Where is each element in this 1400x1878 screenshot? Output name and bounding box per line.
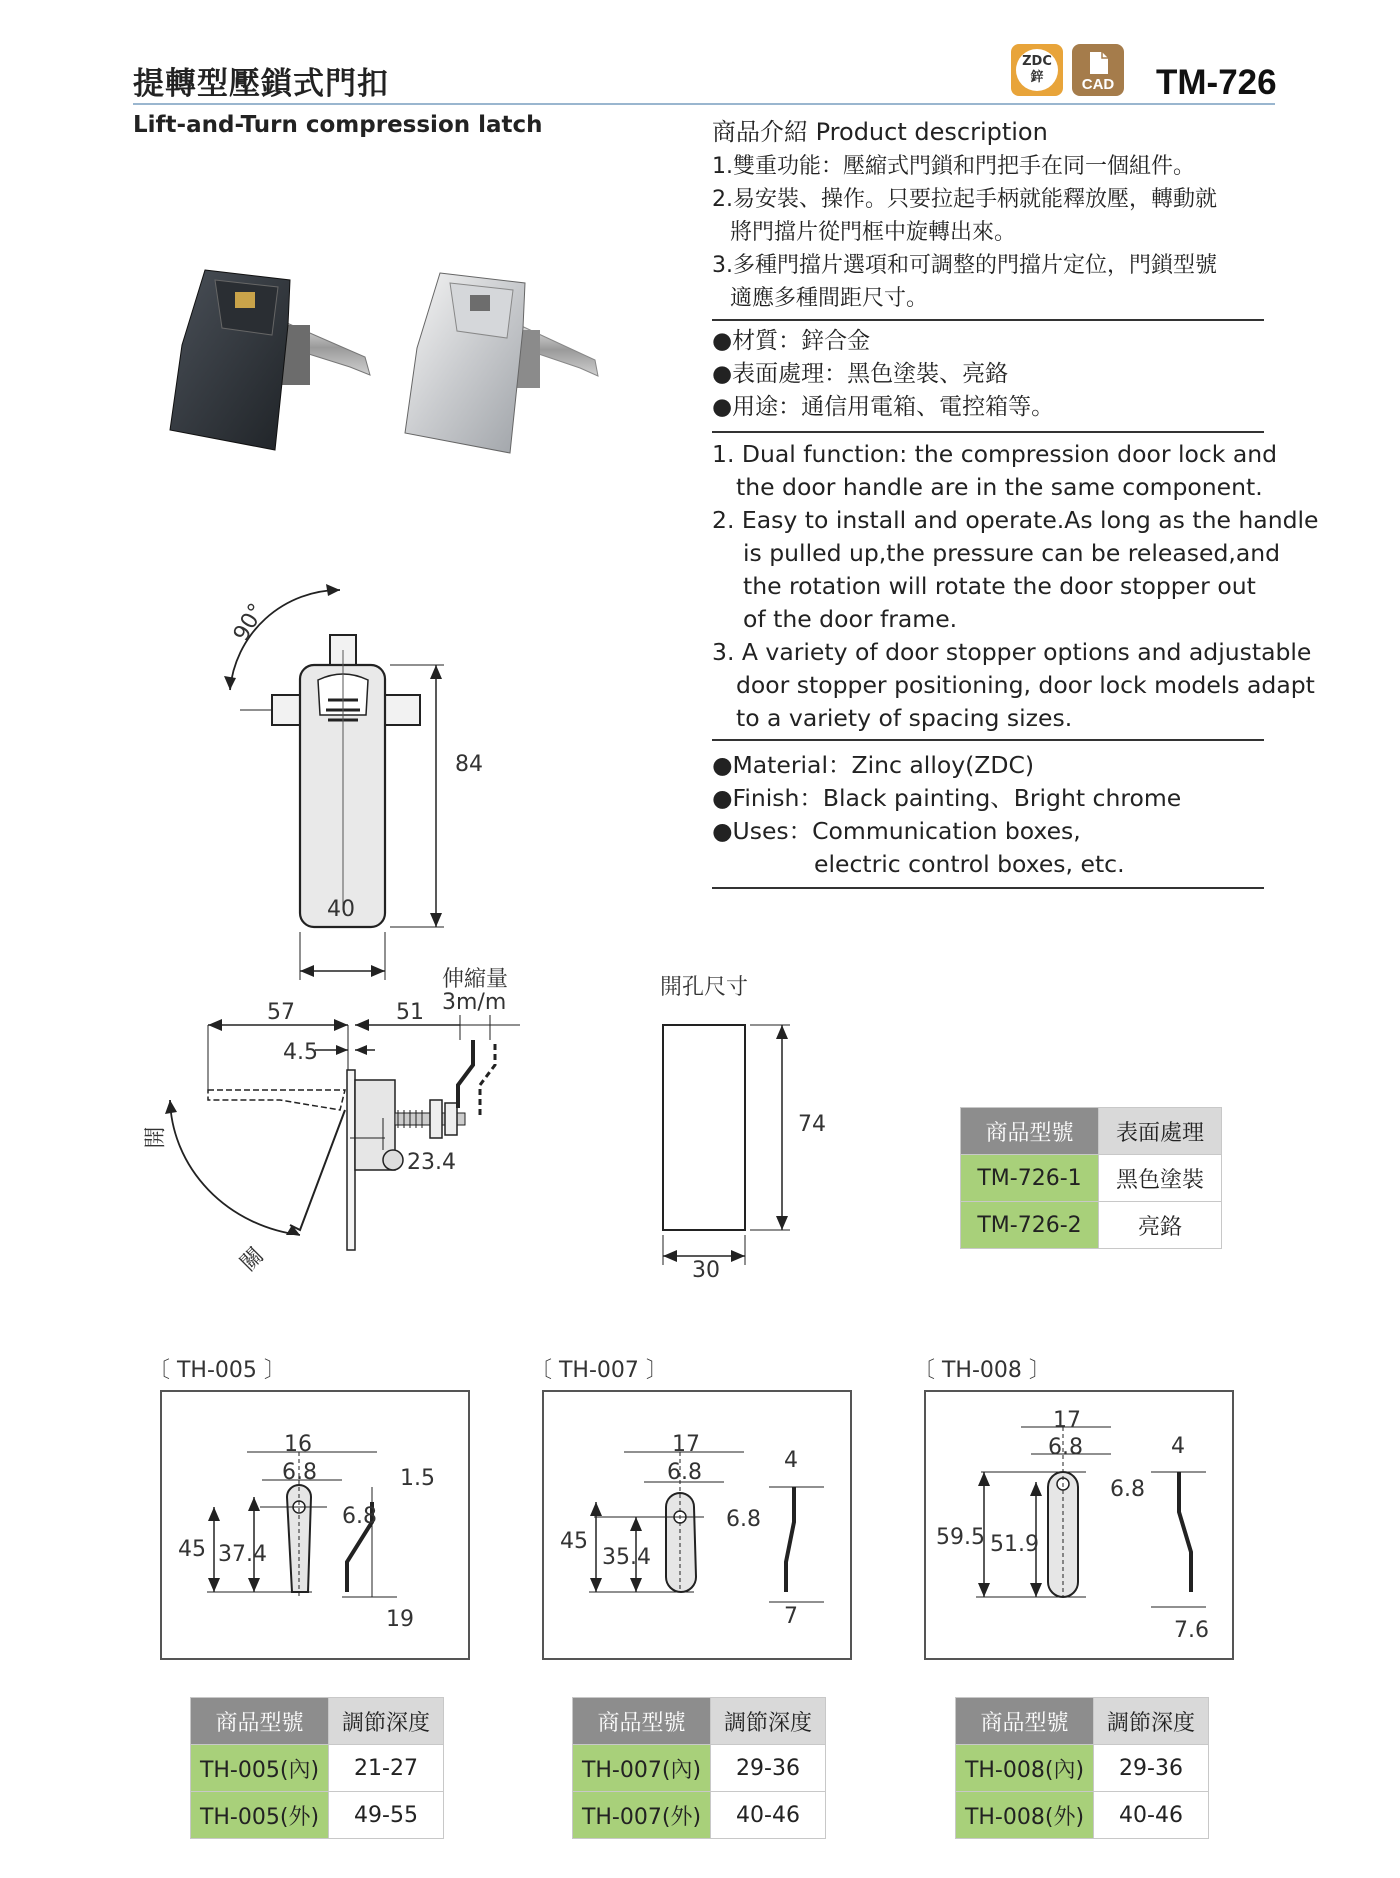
- zh-spec-list: [712, 325, 1054, 424]
- table-row: [956, 1792, 1209, 1839]
- table-row: [961, 1202, 1222, 1249]
- table-row: [961, 1155, 1222, 1202]
- divider: [712, 319, 1264, 321]
- table-cell: TH-005(內): [191, 1745, 329, 1792]
- cam-dim-offset: 7: [784, 1604, 798, 1629]
- table-header: 商品型號: [961, 1108, 1099, 1155]
- product-photo-black: [160, 265, 380, 450]
- stroke-label: 伸縮量: [442, 967, 509, 992]
- width-dimension: 40: [327, 897, 355, 922]
- table-cell: TH-005(外): [191, 1792, 329, 1839]
- en-spec-uses: ●Uses：Communication boxes,: [712, 817, 1081, 845]
- zh-feature-2: 2.易安裝、操作。只要拉起手柄就能釋放壓，轉動就: [712, 187, 1217, 212]
- cam-dim-hole-v: 6.8: [342, 1504, 377, 1529]
- table-cell: 29-36: [711, 1745, 826, 1792]
- cam-dim-thick: 4: [784, 1448, 798, 1473]
- zh-spec-finish: ●表面處理：黑色塗裝、亮鉻: [712, 361, 1009, 387]
- table-cell: 29-36: [1094, 1745, 1209, 1792]
- cam-drawing-th005: [162, 1392, 468, 1658]
- zh-feature-1: 1.雙重功能：壓縮式門鎖和門把手在同一個組件。: [712, 154, 1195, 179]
- cam-dim-offset: 7.6: [1174, 1618, 1209, 1643]
- cam-dim-inner: 51.9: [990, 1532, 1039, 1557]
- cam-dim-hole-v: 6.8: [726, 1507, 761, 1532]
- en-feature-list: [712, 438, 1319, 735]
- cam-dim-width: 16: [284, 1432, 312, 1457]
- en-feature-2-cont: the rotation will rotate the door stopper out: [743, 572, 1256, 600]
- cam-box-th008: [924, 1390, 1234, 1660]
- cam-dim-total: 45: [560, 1529, 588, 1554]
- en-feature-2-cont: of the door frame.: [743, 605, 958, 633]
- zh-feature-3: 3.多種門擋片選項和可調整的門擋片定位，門鎖型號: [712, 253, 1217, 278]
- cam-dim-hole-v: 6.8: [1110, 1477, 1145, 1502]
- cam-box-th005: [160, 1390, 470, 1660]
- en-feature-1-cont: the door handle are in the same component.: [736, 473, 1263, 501]
- title-divider: [133, 103, 1275, 105]
- table-header: 調節深度: [711, 1698, 826, 1745]
- divider: [712, 739, 1264, 741]
- zdc-material-badge: [1011, 44, 1063, 96]
- table-row: [956, 1745, 1209, 1792]
- cam-dim-inner: 35.4: [602, 1545, 651, 1570]
- table-cell: TH-007(內): [573, 1745, 711, 1792]
- table-cell: 黑色塗裝: [1099, 1155, 1222, 1202]
- dim-4-5: 4.5: [283, 1040, 318, 1065]
- table-cell: 40-46: [711, 1792, 826, 1839]
- en-spec-uses-cont: electric control boxes, etc.: [814, 850, 1125, 878]
- table-header: 調節深度: [1094, 1698, 1209, 1745]
- cam-box-th007: [542, 1390, 852, 1660]
- table-cell: TM-726-1: [961, 1155, 1099, 1202]
- en-spec-list: [712, 749, 1181, 881]
- cam-dim-hole: 6.8: [282, 1460, 317, 1485]
- table-cell: 40-46: [1094, 1792, 1209, 1839]
- divider: [712, 431, 1264, 433]
- table-cell: 亮鉻: [1099, 1202, 1222, 1249]
- cam-label-th008: 〔 TH-008 〕: [913, 1358, 1051, 1383]
- table-header: 表面處理: [1099, 1108, 1222, 1155]
- cutout-drawing: [660, 1020, 810, 1270]
- cam-table-th008: [955, 1697, 1209, 1839]
- cam-table-th007: [572, 1697, 826, 1839]
- cam-dim-offset: 19: [386, 1607, 414, 1632]
- en-feature-3-cont: door stopper positioning, door lock models adapt: [736, 671, 1315, 699]
- en-feature-1: 1. Dual function: the compression door lock and: [712, 440, 1278, 468]
- table-row: [961, 1108, 1222, 1155]
- zh-feature-3-cont: 適應多種間距尺寸。: [730, 286, 929, 311]
- table-row: [191, 1698, 444, 1745]
- cam-dim-thick: 1.5: [400, 1466, 435, 1491]
- dim-51: 51: [396, 1000, 424, 1025]
- cutout-width: 30: [692, 1258, 720, 1283]
- table-header: 商品型號: [956, 1698, 1094, 1745]
- cam-dim-inner: 37.4: [218, 1542, 267, 1567]
- dim-57: 57: [267, 1000, 295, 1025]
- cad-badge[interactable]: [1072, 44, 1124, 96]
- cam-label-th007: 〔 TH-007 〕: [530, 1358, 668, 1383]
- table-header: 商品型號: [191, 1698, 329, 1745]
- page-subtitle: Lift-and-Turn compression latch: [133, 112, 543, 138]
- stroke-value: 3m/m: [442, 990, 507, 1015]
- table-header: 調節深度: [329, 1698, 444, 1745]
- table-row: [573, 1698, 826, 1745]
- table-row: [191, 1792, 444, 1839]
- en-spec-finish: ●Finish：Black painting、Bright chrome: [712, 784, 1182, 812]
- cam-dim-width: 17: [672, 1432, 700, 1457]
- table-row: [191, 1745, 444, 1792]
- height-dimension: 84: [455, 752, 483, 777]
- cam-dim-hole: 6.8: [1048, 1435, 1083, 1460]
- cutout-height: 74: [798, 1112, 826, 1137]
- zh-spec-uses: ●用途：通信用電箱、電控箱等。: [712, 394, 1055, 420]
- product-photo-chrome: [400, 268, 620, 453]
- table-cell: TH-008(內): [956, 1745, 1094, 1792]
- cad-badge-label: CAD: [1081, 76, 1115, 93]
- cam-dim-thick: 4: [1171, 1434, 1185, 1459]
- cam-dim-width: 17: [1053, 1408, 1081, 1433]
- cam-label-th005: 〔 TH-005 〕: [148, 1358, 286, 1383]
- cam-dim-hole: 6.8: [667, 1460, 702, 1485]
- cam-dim-total: 45: [178, 1537, 206, 1562]
- en-feature-2-cont: is pulled up,the pressure can be released,and: [743, 539, 1281, 567]
- table-cell: TH-007(外): [573, 1792, 711, 1839]
- finish-table: [960, 1107, 1222, 1249]
- divider: [712, 887, 1264, 889]
- zdc-badge-zh: 鋅: [1030, 70, 1044, 85]
- table-cell: 49-55: [329, 1792, 444, 1839]
- close-label: 關: [235, 1243, 270, 1277]
- table-row: [956, 1698, 1209, 1745]
- table-header: 商品型號: [573, 1698, 711, 1745]
- en-feature-2: 2. Easy to install and operate.As long as the handle: [712, 506, 1319, 534]
- en-feature-3: 3. A variety of door stopper options and adjustable: [712, 638, 1312, 666]
- zh-feature-list: [712, 150, 1272, 315]
- model-number: TM-726: [1156, 63, 1277, 102]
- description-heading: 商品介紹 Product description: [712, 118, 1048, 146]
- page-title: 提轉型壓鎖式門扣: [133, 66, 389, 102]
- dim-23-4: 23.4: [407, 1150, 456, 1175]
- en-feature-3-cont: to a variety of spacing sizes.: [736, 704, 1073, 732]
- table-cell: TH-008(外): [956, 1792, 1094, 1839]
- zdc-badge-text: ZDC: [1022, 54, 1052, 69]
- table-cell: 21-27: [329, 1745, 444, 1792]
- cutout-label: 開孔尺寸: [660, 975, 749, 1000]
- cam-table-th005: [190, 1697, 444, 1839]
- table-row: [573, 1792, 826, 1839]
- table-cell: TM-726-2: [961, 1202, 1099, 1249]
- zh-spec-material: ●材質：鋅合金: [712, 328, 871, 354]
- side-view-drawing: [140, 1010, 540, 1270]
- table-row: [573, 1745, 826, 1792]
- open-label: 開: [143, 1126, 169, 1149]
- zh-feature-2-cont: 將門擋片從門框中旋轉出來。: [730, 220, 1017, 245]
- en-spec-material: ●Material：Zinc alloy(ZDC): [712, 751, 1035, 779]
- angle-label: 90°: [228, 599, 271, 646]
- cam-dim-total: 59.5: [936, 1525, 985, 1550]
